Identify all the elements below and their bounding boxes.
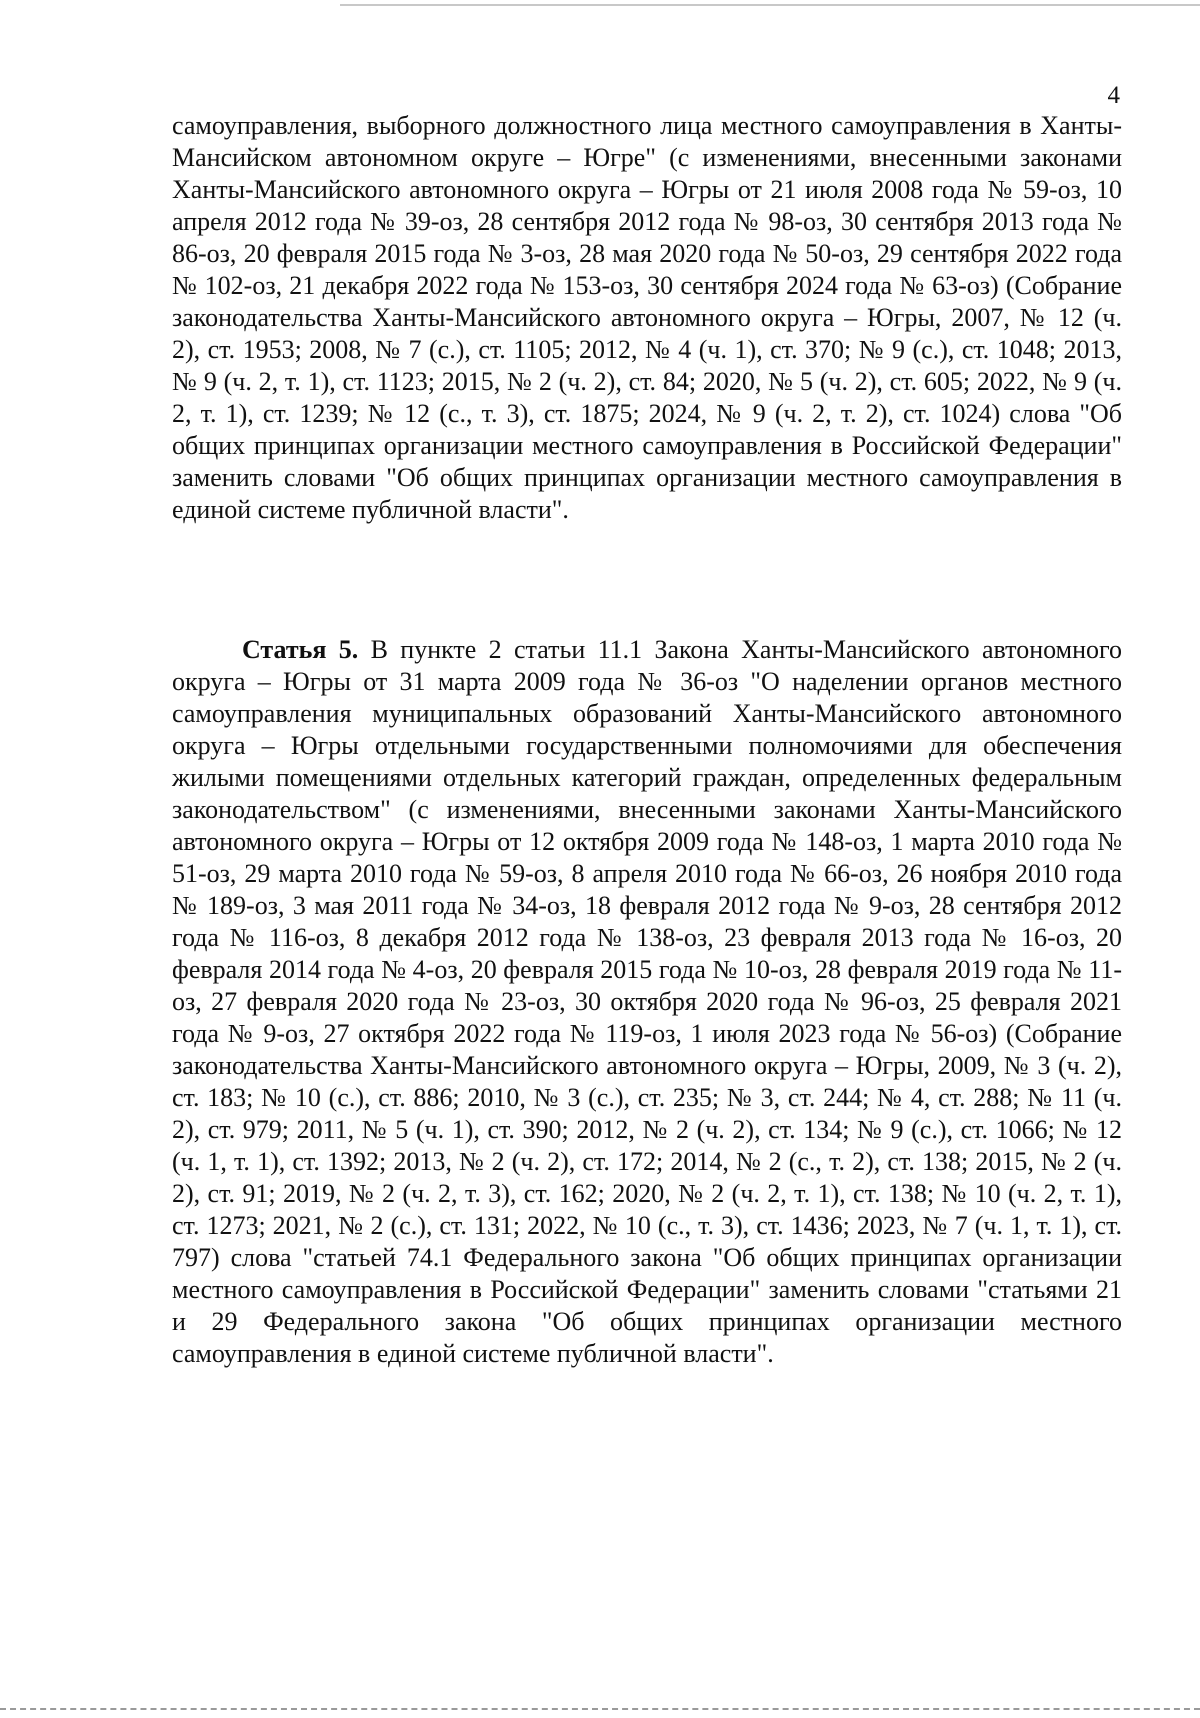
scan-edge-top	[340, 4, 1200, 6]
article-5-label: Статья 5.	[242, 635, 359, 664]
article-5-text: В пункте 2 статьи 11.1 Закона Ханты-Мансийского автономного округа – Югры от 31 марта 2009 года № 36-оз "О наделении органов местного самоуправления муниципальных образований Ханты-Мансийского автономного округа – Югры отдельными государственными полномочиями для обеспечения жилыми помещениями отдельных категорий граждан, определенных федеральным законодательством" (с изменениями, внесенными законами Ханты-Мансийского автономного округа – Югры от 12 октября 2009 года № 148-оз, 1 марта 2010 года № 51-оз, 29 марта 2010 года № 59-оз, 8 апреля 2010 года № 66-оз, 26 ноября 2010 года № 189-оз, 3 мая 2011 года № 34-оз, 18 февраля 2012 года № 9-оз, 28 сентября 2012 года № 116-оз, 8 декабря 2012 года № 138-оз, 23 февраля 2013 года № 16-оз, 20 февраля 2014 года № 4-оз, 20 февраля 2015 года № 10-оз, 28 февраля 2019 года № 11-оз, 27 февраля 2020 года № 23-оз, 30 октября 2020 года № 96-оз, 25 февраля 2021 года № 9-оз, 27 октября 2022 года № 119-оз, 1 июля 2023 года № 56-оз) (Собрание законодательства Ханты-Мансийского автономного округа – Югры, 2009, № 3 (ч. 2), ст. 183; № 10 (с.), ст. 886; 2010, № 3 (с.), ст. 235; № 3, ст. 244; № 4, ст. 288; № 11 (ч. 2), ст. 979; 2011, № 5 (ч. 1), ст. 390; 2012, № 2 (ч. 2), ст. 134; № 9 (с.), ст. 1066; № 12 (ч. 1, т. 1), ст. 1392; 2013, № 2 (ч. 2), ст. 172; 2014, № 2 (с., т. 2), ст. 138; 2015, № 2 (ч. 2), ст. 91; 2019, № 2 (ч. 2, т. 3), ст. 162; 2020, № 2 (ч. 2, т. 1), ст. 138; № 10 (ч. 2, т. 1), ст. 1273; 2021, № 2 (с.), ст. 131; 2022, № 10 (с., т. 3), ст. 1436; 2023, № 7 (ч. 1, т. 1), ст. 797) слова "статьей 74.1 Федерального закона "Об общих принципах организации местного самоуправления в Российской Федерации" заменить словами "статьями 21 и 29 Федерального закона "Об общих принципах организации местного самоуправления в единой системе публичной власти".	[172, 635, 1122, 1368]
article-5-paragraph	[172, 634, 1122, 1370]
scan-edge-bottom	[0, 1708, 1200, 1710]
paragraph-continuation: самоуправления, выборного должностного лица местного самоуправления в Ханты-Мансийском автономном округе – Югре" (с изменениями, внесенными законами Ханты-Мансийского автономного округа – Югры от 21 июля 2008 года № 59-оз, 10 апреля 2012 года № 39-оз, 28 сентября 2012 года № 98-оз, 30 сентября 2013 года № 86-оз, 20 февраля 2015 года № 3-оз, 28 мая 2020 года № 50-оз, 29 сентября 2022 года № 102-оз, 21 декабря 2022 года № 153-оз, 30 сентября 2024 года № 63-оз) (Собрание законодательства Ханты-Мансийского автономного округа – Югры, 2007, № 12 (ч. 2), ст. 1953; 2008, № 7 (с.), ст. 1105; 2012, № 4 (ч. 1), ст. 370; № 9 (с.), ст. 1048; 2013, № 9 (ч. 2, т. 1), ст. 1123; 2015, № 2 (ч. 2), ст. 84; 2020, № 5 (ч. 2), ст. 605; 2022, № 9 (ч. 2, т. 1), ст. 1239; № 12 (с., т. 3), ст. 1875; 2024, № 9 (ч. 2, т. 2), ст. 1024) слова "Об общих принципах организации местного самоуправления в Российской Федерации" заменить словами "Об общих принципах организации местного самоуправления в единой системе публичной власти".	[172, 111, 1122, 524]
page-number: 4	[1107, 82, 1120, 109]
